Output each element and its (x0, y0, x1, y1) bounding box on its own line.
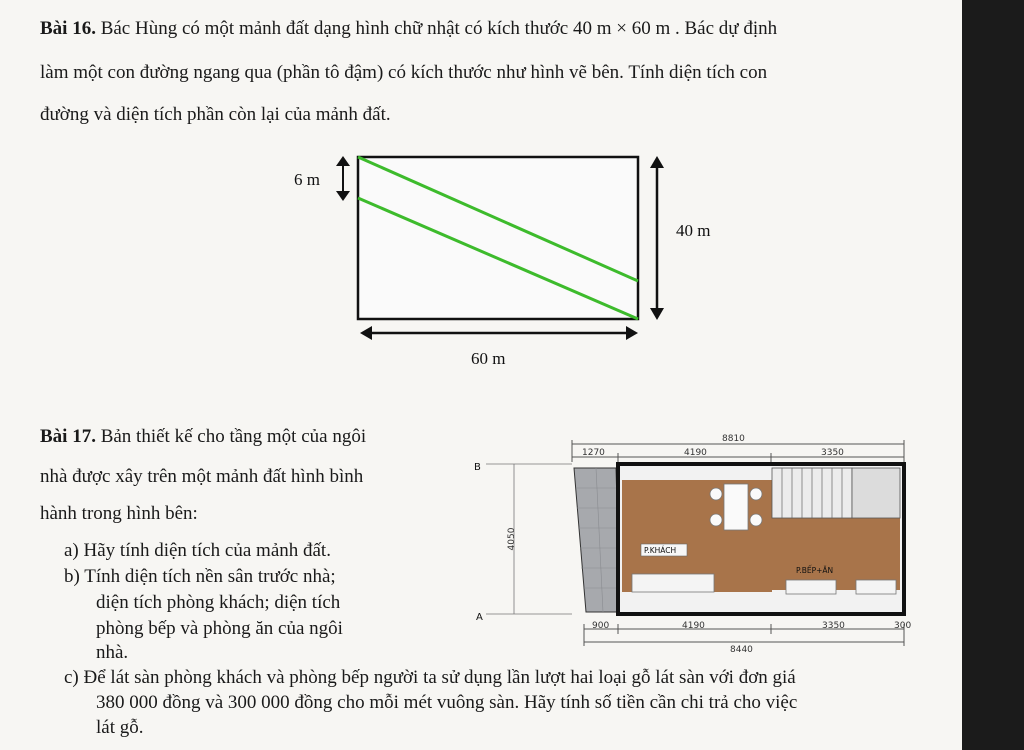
bai17-item-c1: c) Để lát sàn phòng khách và phòng bếp người ta sử dụng lần lượt hai loại gỗ lát sàn với đơn giá (64, 667, 796, 688)
kitchen-room-label: P.BẾP+ĂN (796, 566, 834, 575)
bai16-label: Bài 16. (40, 18, 96, 39)
bai17-text1: Bản thiết kế cho tầng một của ngôi (100, 426, 367, 447)
bai17-label: Bài 17. (40, 426, 96, 447)
height-arrow (650, 156, 664, 320)
rectangle-road-figure (280, 148, 720, 378)
width-arrow (360, 326, 638, 340)
height-label: 40 m (676, 221, 711, 240)
bai17-line2: nhà được xây trên một mảnh đất hình bình (40, 466, 364, 487)
kitchen-floor (772, 518, 900, 590)
point-b-label: B (474, 462, 481, 473)
bottom-dimension-lines (584, 624, 904, 646)
kitchen-counter (786, 580, 836, 594)
floor-plan-figure (466, 428, 958, 668)
living-room-label: P.KHÁCH (644, 546, 677, 555)
top-left-dim: 1270 (582, 448, 605, 458)
top-total-dim: 8810 (722, 434, 745, 444)
bai17-item-c3: lát gỗ. (96, 717, 144, 738)
bottom-total-dim: 8440 (730, 645, 753, 655)
bai16-line2: làm một con đường ngang qua (phần tô đậm) có kích thước như hình vẽ bên. Tính diện tích con (40, 62, 768, 83)
bai17-item-b2: diện tích phòng khách; diện tích (96, 592, 341, 613)
bai17-item-b1: b) Tính diện tích nền sân trước nhà; (64, 566, 336, 587)
height-dim: 4050 (507, 527, 517, 551)
dining-table (724, 484, 748, 530)
bai17-item-a: a) Hãy tính diện tích của mảnh đất. (64, 540, 331, 561)
bottom-left-dim: 900 (592, 621, 610, 631)
width-label: 60 m (471, 349, 506, 368)
bai17-line1 (40, 426, 366, 448)
bottom-right-dim: 3350 (822, 621, 845, 631)
bai16-line1 (40, 18, 777, 40)
land-rectangle (358, 157, 638, 319)
point-a-label: A (476, 612, 483, 623)
wc-room (852, 468, 900, 518)
sofa (632, 574, 714, 592)
road-width-arrow (336, 156, 350, 201)
bai17-item-b4: nhà. (96, 642, 129, 663)
road-width-label: 6 m (294, 170, 320, 189)
bottom-mid-dim: 4190 (682, 621, 705, 631)
bai16-line3: đường và diện tích phần còn lại của mảnh đất. (40, 104, 391, 125)
right-margin-bar (962, 0, 1024, 750)
bai17-line3: hành trong hình bên: (40, 503, 198, 524)
bai16-text1: Bác Hùng có một mảnh đất dạng hình chữ nhật có kích thước 40 m × 60 m . Bác dự định (100, 18, 778, 39)
bai17-item-b3: phòng bếp và phòng ăn của ngôi (96, 618, 343, 639)
top-right-dim: 3350 (821, 448, 844, 458)
top-mid-dim: 4190 (684, 448, 707, 458)
kitchen-cabinet (856, 580, 896, 594)
bottom-extra-dim: 300 (894, 621, 912, 631)
bai17-item-c2: 380 000 đồng và 300 000 đồng cho mỗi mét vuông sàn. Hãy tính số tiền cần chi trả cho việc (96, 692, 798, 713)
